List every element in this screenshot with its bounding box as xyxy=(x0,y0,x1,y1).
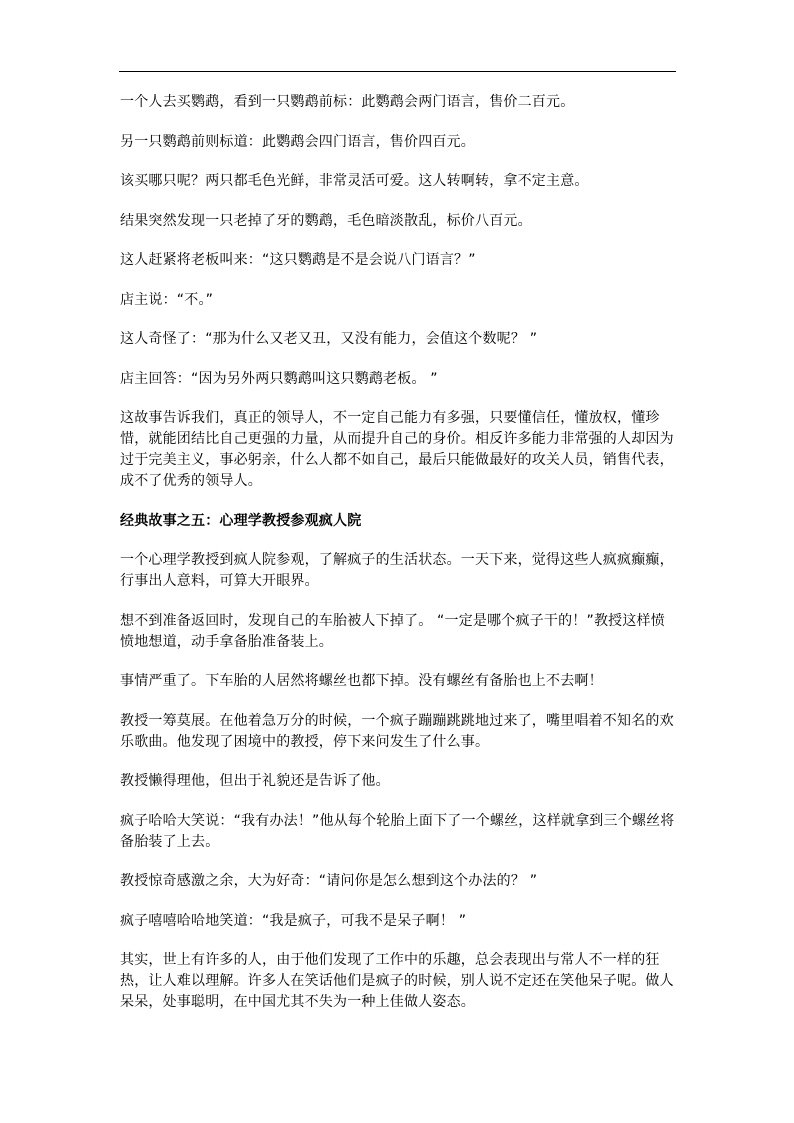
paragraph: 这故事告诉我们，真正的领导人，不一定自己能力有多强，只要懂信任，懂放权，懂珍惜，就能团结比自己更强的力量，从而提升自己的身价。相反许多能力非常强的人却因为过于完美主义，事必躬亲，什么人都不如自己，最后只能做最好的攻关人员，销售代表，成不了优秀的领导人。 xyxy=(120,410,674,489)
paragraph: 教授一筹莫展。在他着急万分的时候，一个疯子蹦蹦跳跳地过来了，嘴里唱着不知名的欢乐歌曲。他发现了困境中的教授，停下来问发生了什么事。 xyxy=(120,712,674,750)
paragraph: 该买哪只呢？两只都毛色光鲜，非常灵活可爱。这人转啊转，拿不定主意。 xyxy=(120,173,589,189)
header-rule xyxy=(119,71,676,72)
paragraph: 另一只鹦鹉前则标道：此鹦鹉会四门语言，售价四百元。 xyxy=(120,133,475,150)
paragraph: 疯子哈哈大笑说：“我有办法！”他从每个轮胎上面下了一个螺丝，这样就拿到三个螺丝将备胎装了上去。 xyxy=(120,812,675,850)
paragraph: 一个人去买鹦鹉，看到一只鹦鹉前标：此鹦鹉会两门语言，售价二百元。 xyxy=(120,94,575,110)
section-heading: 经典故事之五：心理学教授参观疯人院 xyxy=(120,512,362,529)
paragraph: 其实，世上有许多的人，由于他们发现了工作中的乐趣，总会表现出与常人不一样的狂热，让人难以理解。许多人在笑话他们是疯子的时候，别人说不定还在笑他呆子呢。做人呆呆，处事聪明，在中国尤其不失为一种上佳做人姿态。 xyxy=(120,952,674,1010)
document-body xyxy=(120,92,676,1032)
paragraph: 这人赶紧将老板叫来：“这只鹦鹉是不是会说八门语言？” xyxy=(120,252,476,268)
paragraph: 事情严重了。下车胎的人居然将螺丝也都下掉。没有螺丝有备胎也上不去啊！ xyxy=(120,673,603,689)
paragraph: 这人奇怪了：“那为什么又老又丑，又没有能力，会值这个数呢？ ” xyxy=(120,331,538,347)
paragraph: 教授惊奇感激之余，大为好奇：“请问你是怎么想到这个办法的？ ” xyxy=(120,873,538,889)
paragraph: 教授懒得理他，但出于礼貌还是告诉了他。 xyxy=(120,773,390,789)
paragraph: 店主说：“不。” xyxy=(120,291,214,308)
paragraph: 一个心理学教授到疯人院参观，了解疯子的生活状态。一天下来，觉得这些人疯疯癫癫，行事出人意料，可算大开眼界。 xyxy=(120,552,674,589)
paragraph: 想不到准备返回时，发现自己的车胎被人下掉了。 “一定是哪个疯子干的！”教授这样愤愤地想道，动手拿备胎准备装上。 xyxy=(120,612,665,650)
paragraph: 店主回答：“因为另外两只鹦鹉叫这只鹦鹉老板。 ” xyxy=(120,370,438,387)
paragraph: 结果突然发现一只老掉了牙的鹦鹉，毛色暗淡散乱，标价八百元。 xyxy=(120,212,532,229)
paragraph: 疯子嘻嘻哈哈地笑道：“我是疯子，可我不是呆子啊！ ” xyxy=(120,912,467,929)
